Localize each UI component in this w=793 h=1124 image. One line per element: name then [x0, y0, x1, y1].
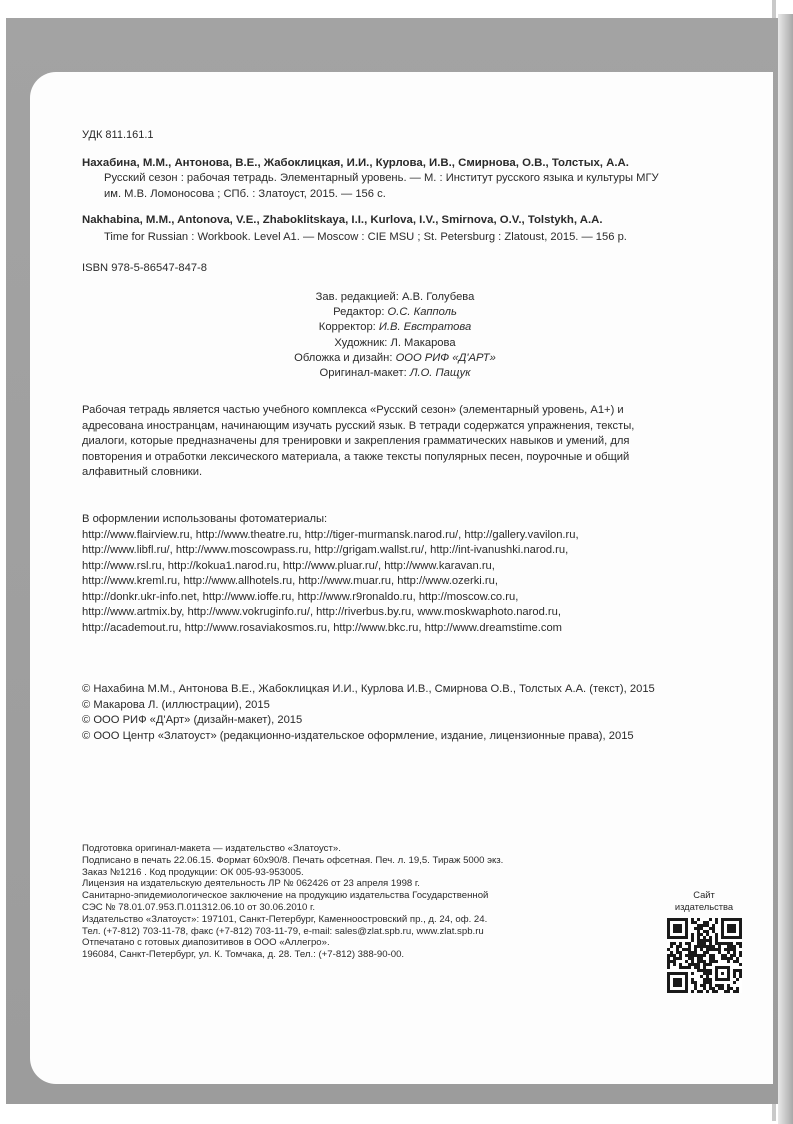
credit-line: Художник: Л. Макарова	[334, 336, 456, 349]
ru-citation-line1: Русский сезон : рабочая тетрадь. Элементарный уровень. — М. : Институт русского языка и культуры МГУ	[104, 172, 659, 184]
description-paragraph: Рабочая тетрадь является частью учебного комплекса «Русский сезон» (элементарный уровень, А1+) и адресована иностранцам, начинающим изучать русский язык. В тетради содержатся упражнения, тексты, диалоги, которые предназначены для тренировки и закрепления грамматических навыков и умений, для повторения и отработки лексического материала, а также тексты популярных песен, поурочные и общий алфавитный словники.	[82, 404, 635, 478]
credit-line: Оригинал-макет: Л.О. Пащук	[319, 367, 471, 380]
qr-code-icon[interactable]	[667, 918, 742, 993]
isbn: ISBN 978-5-86547-847-8	[82, 262, 208, 274]
copyright-block: © Нахабина М.М., Антонова В.Е., Жабоклицкая И.И., Курлова И.В., Смирнова О.В., Толстых А.А. (текст), 2015 © Макарова Л. (иллюстрации), 2015 © ООО РИФ «Д'Арт» (дизайн-макет), 2015 © ООО Центр «Златоуст» (редакционно-издательское оформление, издание, лицензионные права), 2015	[82, 683, 655, 742]
ru-citation-line2: им. М.В. Ломоносова ; СПб. : Златоуст, 2015. — 156 с.	[104, 188, 386, 200]
en-authors: Nakhabina, M.M., Antonova, V.E., Zhaboklitskaya, I.I., Kurlova, I.V., Smirnova, O.V., Tolstykh, A.A.	[82, 214, 603, 226]
credits-block	[230, 290, 560, 381]
photo-credits: В оформлении использованы фотоматериалы: http://www.flairview.ru, http://www.theatre.ru, http://tiger-murmansk.narod.ru/, http://gallery.vavilon.ru, http://www.libfl.ru/, http://www.moscowpass.ru, http://grigam.wallst.ru/, http://int-ivanushki.narod.ru, http://www.rsl.ru, http://kokua1.narod.ru, http://www.pluar.ru/, http://www.karavan.ru, http://www.kreml.ru, http://www.allhotels.ru, http://www.muar.ru, http://www.ozerki.ru, http://donkr.ukr-info.net, http://www.ioffe.ru, http://www.r9ronaldo.ru, http://moscow.co.ru, http://www.artmix.by, http://www.vokruginfo.ru/, http://riverbus.by.ru, www.moskwaphoto.narod.ru, http://academout.ru, http://www.rosaviakosmos.ru, http://www.bkc.ru, http://www.dreamstime.com	[82, 513, 579, 634]
credit-line: Обложка и дизайн: ООО РИФ «Д'АРТ»	[294, 351, 496, 364]
udk-code: УДК 811.161.1	[82, 129, 154, 141]
ru-authors: Нахабина, М.М., Антонова, В.Е., Жабоклицкая, И.И., Курлова, И.В., Смирнова, О.В., Толстых, А.А.	[82, 157, 629, 169]
binding-edge	[778, 14, 793, 1124]
credit-line: Редактор: О.С. Капполь	[333, 306, 457, 319]
en-citation-line1: Time for Russian : Workbook. Level A1. — Moscow : CIE MSU ; St. Petersburg : Zlatoust, 2015. — 156 p.	[104, 231, 627, 243]
site-label: Сайт издательства	[674, 889, 734, 912]
publisher-imprint: Подготовка оригинал-макета — издательство «Златоуст». Подписано в печать 22.06.15. Формат 60x90/8. Печать офсетная. Печ. л. 19,5. Тираж 5000 экз. Заказ №1216 . Код продукции: ОК 005-93-953005. Лицензия на издательскую деятельность ЛР № 062426 от 23 апреля 1998 г. Санитарно-эпидемиологическое заключение на продукцию издательства Государственной СЭС № 78.01.07.953.П.011312.06.10 от 30.06.2010 г. Издательство «Златоуст»: 197101, Санкт-Петербург, Каменноостровский пр., д. 24, оф. 24. Тел. (+7-812) 703-11-78, факс (+7-812) 703-11-79, e-mail: sales@zlat.spb.ru, www.zlat.spb.ru Отпечатано с готовых диапозитивов в ООО «Аллегро». 196084, Санкт-Петербург, ул. К. Томчака, д. 28. Тел.: (+7-812) 388-90-00.	[82, 843, 504, 961]
credit-line: Корректор: И.В. Евстратова	[318, 321, 472, 334]
credit-line: Зав. редакцией: А.В. Голубева	[315, 291, 475, 303]
